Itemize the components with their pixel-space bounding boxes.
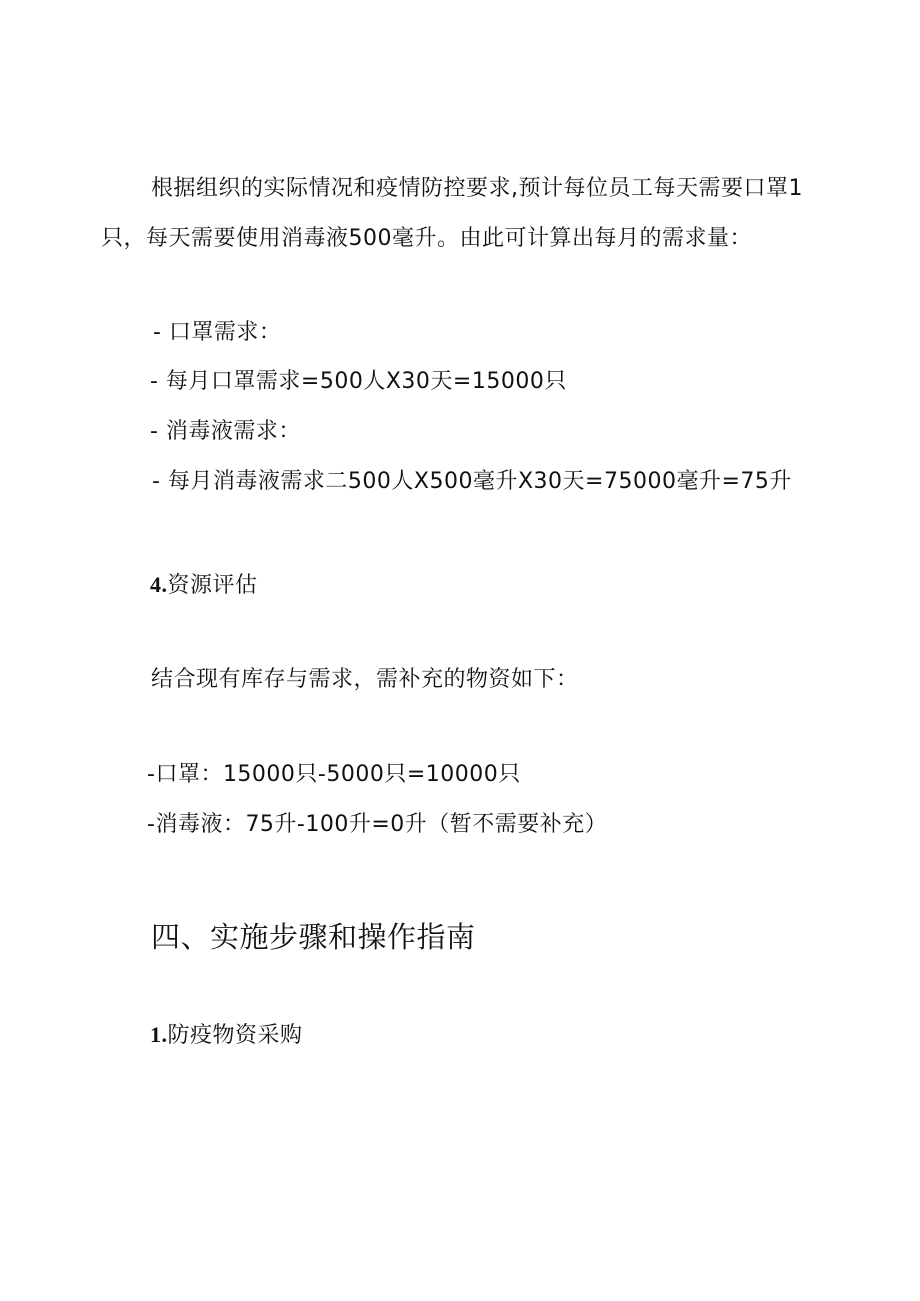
- paragraph-line-2: 只，每天需要使用消毒液500毫升。由此可计算出每月的需求量：: [101, 226, 752, 251]
- section-number: 1.: [150, 1022, 168, 1047]
- monthly-disinfectant-demand: - 每月消毒液需求二500人X500毫升X30天=75000毫升=75升: [152, 469, 792, 494]
- mask-demand-label: - 口罩需求：: [153, 320, 282, 345]
- supply-intro: 结合现有库存与需求，需补充的物资如下：: [151, 667, 579, 692]
- paragraph-line-1: 根据组织的实际情况和疫情防控要求,预计每位员工每天需要口罩1: [151, 176, 803, 201]
- chapter-heading: 四、实施步骤和操作指南: [151, 920, 476, 954]
- disinfectant-demand-label: - 消毒液需求：: [150, 419, 301, 444]
- section-title: 资源评估: [167, 573, 258, 598]
- section-title: 防疫物资采购: [167, 1023, 303, 1048]
- section-heading-procurement: [150, 1020, 303, 1051]
- disinfectant-supply-calc: -消毒液：75升-100升=0升（暂不需要补充）: [147, 812, 608, 837]
- section-heading-resource-assessment: [150, 570, 258, 601]
- section-number: 4.: [150, 572, 168, 597]
- monthly-mask-demand: - 每月口罩需求=500人X30天=15000只: [150, 369, 567, 394]
- mask-supply-calc: -口罩：15000只-5000只=10000只: [147, 762, 521, 787]
